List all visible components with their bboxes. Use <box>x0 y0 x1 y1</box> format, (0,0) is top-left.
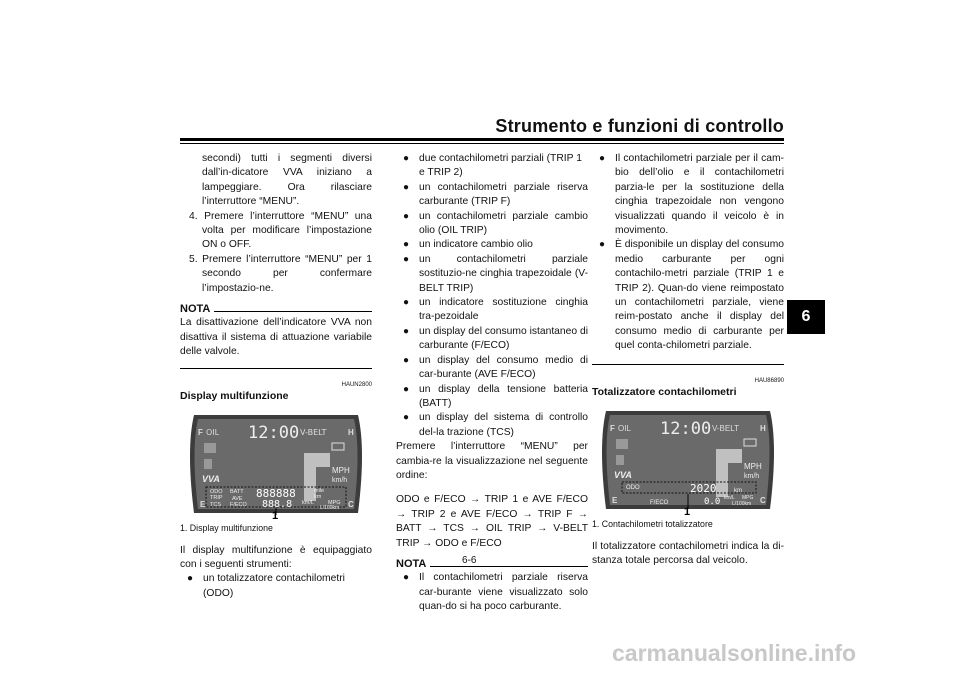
dash1-oil: OIL <box>206 428 220 438</box>
intro-text: Il display multifunzione è equipaggiato con i seguenti strumenti: <box>180 544 372 570</box>
dash2-main-digits: 2020 <box>690 482 717 496</box>
figure-caption: 1. Display multifunzione <box>180 523 273 534</box>
dash1-mpg: MPG <box>328 500 341 507</box>
dash2-fuel-icon <box>616 455 624 465</box>
watermark-link[interactable]: carmanualsonline.info <box>612 640 857 666</box>
nota-end-rule <box>180 368 372 369</box>
bullet-icon: ● <box>403 153 410 164</box>
list-item: ● un display del consumo istantaneo di carburante (F/ECO) <box>403 325 588 352</box>
dash1-f: F <box>198 428 203 438</box>
list-item: ● un indicatore sostituzione cinghia tra-pezoidale <box>403 297 588 323</box>
section-title: Totalizzatore contachilometri <box>592 385 737 398</box>
column-1 <box>180 152 372 601</box>
list-item: ● un contachilometri parziale cambio olio (OIL TRIP) <box>403 210 588 237</box>
dash2-vva: VVA <box>614 470 632 481</box>
header-rule-thin <box>180 143 784 144</box>
bullet-icon: ● <box>403 412 410 424</box>
dash1-h: H <box>348 428 354 438</box>
list-item: ● un indicatore cambio olio <box>396 238 588 252</box>
dash1-abs-icon <box>204 443 216 453</box>
bullet-icon: ● <box>599 239 606 251</box>
section-code: HAU86890 <box>754 377 784 384</box>
dash2-l100: L/100km <box>732 501 752 508</box>
nota-label: NOTA <box>396 557 427 570</box>
dash1-tcs: TCS <box>210 502 221 509</box>
header-rule-thick <box>180 138 784 141</box>
dash2-mpg: MPG <box>742 495 754 502</box>
dash1-sub-digits: 888.8 <box>262 499 293 511</box>
column-3 <box>592 152 784 568</box>
dash1-l100: L/100km <box>320 505 340 512</box>
step-4: 4. Premere l’interruttore “MENU” una volta per modificare l’impostazione ON o OFF. <box>189 210 372 251</box>
bullet-icon: ● <box>187 573 194 585</box>
dash2-km: km <box>734 488 742 495</box>
dash2-c: C <box>760 496 766 506</box>
dash2-kml: km/L <box>724 495 735 502</box>
menu-order-sequence: ODO e F/ECO → TRIP 1 e AVE F/ECO → TRIP 2 e AVE F/ECO → TRIP F → BATT → TCS → OIL TRIP → V-BELT TRIP → ODO e F/ECO <box>396 494 588 549</box>
bullet-icon: ● <box>403 354 410 366</box>
dash2-vbelt: V-BELT <box>712 424 739 434</box>
bullet-icon: ● <box>599 153 606 164</box>
list-item: ● un totalizzatore contachilometri (ODO) <box>187 573 345 599</box>
dash1-clock: 12:00 <box>248 423 300 444</box>
step-5: 5. Premere l’interruttore “MENU” per 1 secondo per confermare l’impostazio-ne. <box>189 253 372 294</box>
dash2-clock: 12:00 <box>660 419 712 440</box>
dash1-callout: 1 <box>272 510 279 520</box>
dash2-e: E <box>612 496 618 506</box>
dash2-callout: 1 <box>684 506 691 516</box>
dash-svg-2 <box>592 405 784 515</box>
dash-svg-1 <box>180 409 372 519</box>
page-number: 6-6 <box>462 555 477 566</box>
chapter-tab: 6 <box>787 300 825 334</box>
list-item: ● Il contachilometri parziale riserva car-burante viene visualizzato solo quan-do si ha poco carburante. <box>403 572 588 613</box>
dash2-feco: F/ECO <box>650 500 669 507</box>
dash1-feco: F/ECO <box>230 502 247 509</box>
bullet-icon: ● <box>403 325 410 337</box>
dash1-e: E <box>200 500 206 510</box>
dash1-kml: km/L <box>302 500 314 507</box>
bullet-icon: ● <box>403 239 410 251</box>
list-item: ● un contachilometri parziale riserva carburante (TRIP F) <box>403 181 588 208</box>
dash1-c: C <box>348 500 354 510</box>
list-item: ● un display del consumo medio di car-burante (AVE F/ECO) <box>403 354 588 381</box>
menu-order-intro: Premere l’interruttore “MENU” per cambia-re la visualizzazione nel seguente ordine: <box>396 441 588 481</box>
dash1-mile: mile <box>314 488 325 495</box>
nota-label: NOTA <box>180 303 211 316</box>
list-item: ● Il contachilometri parziale per il cam-bio dell’olio e il contachilometri parzia-le per la sostituzione della cinghia trapezoidale non vengono visualizzati quando il veicolo è in movimento. <box>599 153 784 237</box>
dash1-vva: VVA <box>202 474 220 485</box>
dash2-sub-digits: 0.0 <box>704 497 721 508</box>
nota-heading <box>396 557 588 571</box>
odometer-description: Il totalizzatore contachilometri indica la di-stanza totale percorsa dal veicolo. <box>592 540 784 566</box>
bullet-icon: ● <box>403 297 410 309</box>
bullet-icon: ● <box>403 572 410 584</box>
list-item: ● un display del sistema di controllo del-la trazione (TCS) <box>403 412 588 438</box>
section-code: HAUN2800 <box>341 381 372 388</box>
odometer-display-illustration <box>592 405 784 515</box>
dash2-kmh: km/h <box>744 473 760 481</box>
list-item: ● un contachilometri parziale sostituzio-ne cinghia trapezoidale (V-BELT TRIP) <box>403 253 588 294</box>
dash1-trip: TRIP <box>210 495 223 502</box>
step3-continuation: secondi) tutti i segmenti diversi dall’in-dicatore VVA iniziano a lampeggiare. Ora rilasciare l’interruttore “MENU”. <box>202 153 372 208</box>
dash1-km: km <box>314 494 322 501</box>
nota-heading <box>180 302 372 316</box>
list-item: ● È disponibile un display del consumo medio carburante per ogni contachilo-metri parziale (TRIP 1 e TRIP 2). Quan-do viene reimpostato un contachilometri parziale, viene reim-postato anche il display del consumo medio di carburante per quel conta-chilometri parziale. <box>599 239 784 352</box>
bullet-icon: ● <box>403 253 410 265</box>
dash2-h: H <box>760 424 766 434</box>
dash2-mph: MPH <box>744 462 762 472</box>
dash1-odo: ODO <box>210 489 223 496</box>
dash1-mph: MPH <box>332 466 350 476</box>
dash1-kmh: km/h <box>332 477 348 485</box>
bullet-icon: ● <box>403 210 410 222</box>
dash1-ave: AVE <box>232 496 243 503</box>
bullet-icon: ● <box>403 383 410 395</box>
list-item: ● un display della tensione batteria (BATT) <box>403 383 588 409</box>
list-item: ● due contachilometri parziali (TRIP 1 e TRIP 2) <box>403 153 582 179</box>
section-title: Display multifunzione <box>180 389 289 402</box>
dash2-abs-icon <box>616 439 628 449</box>
figure-caption: 1. Contachilometri totalizzatore <box>592 519 713 530</box>
dash1-fuel-icon <box>204 459 212 469</box>
dash2-f: F <box>610 424 615 434</box>
dash1-vbelt: V-BELT <box>300 428 327 438</box>
column-2 <box>396 152 588 615</box>
bullet-icon: ● <box>403 181 410 193</box>
nota-text: La disattivazione dell’indicatore VVA non disattiva il sistema di attuazione variabile delle valvole. <box>180 317 372 358</box>
multifunction-display-illustration <box>180 409 372 519</box>
nota-end-rule <box>592 364 784 365</box>
dash2-oil: OIL <box>618 424 631 434</box>
page-header-title: Strumento e funzioni di controllo <box>495 116 784 136</box>
dash2-odo: ODO <box>626 485 640 492</box>
dash1-main-digits: 888888 <box>256 487 296 501</box>
dash1-batt: BATT <box>230 489 244 496</box>
